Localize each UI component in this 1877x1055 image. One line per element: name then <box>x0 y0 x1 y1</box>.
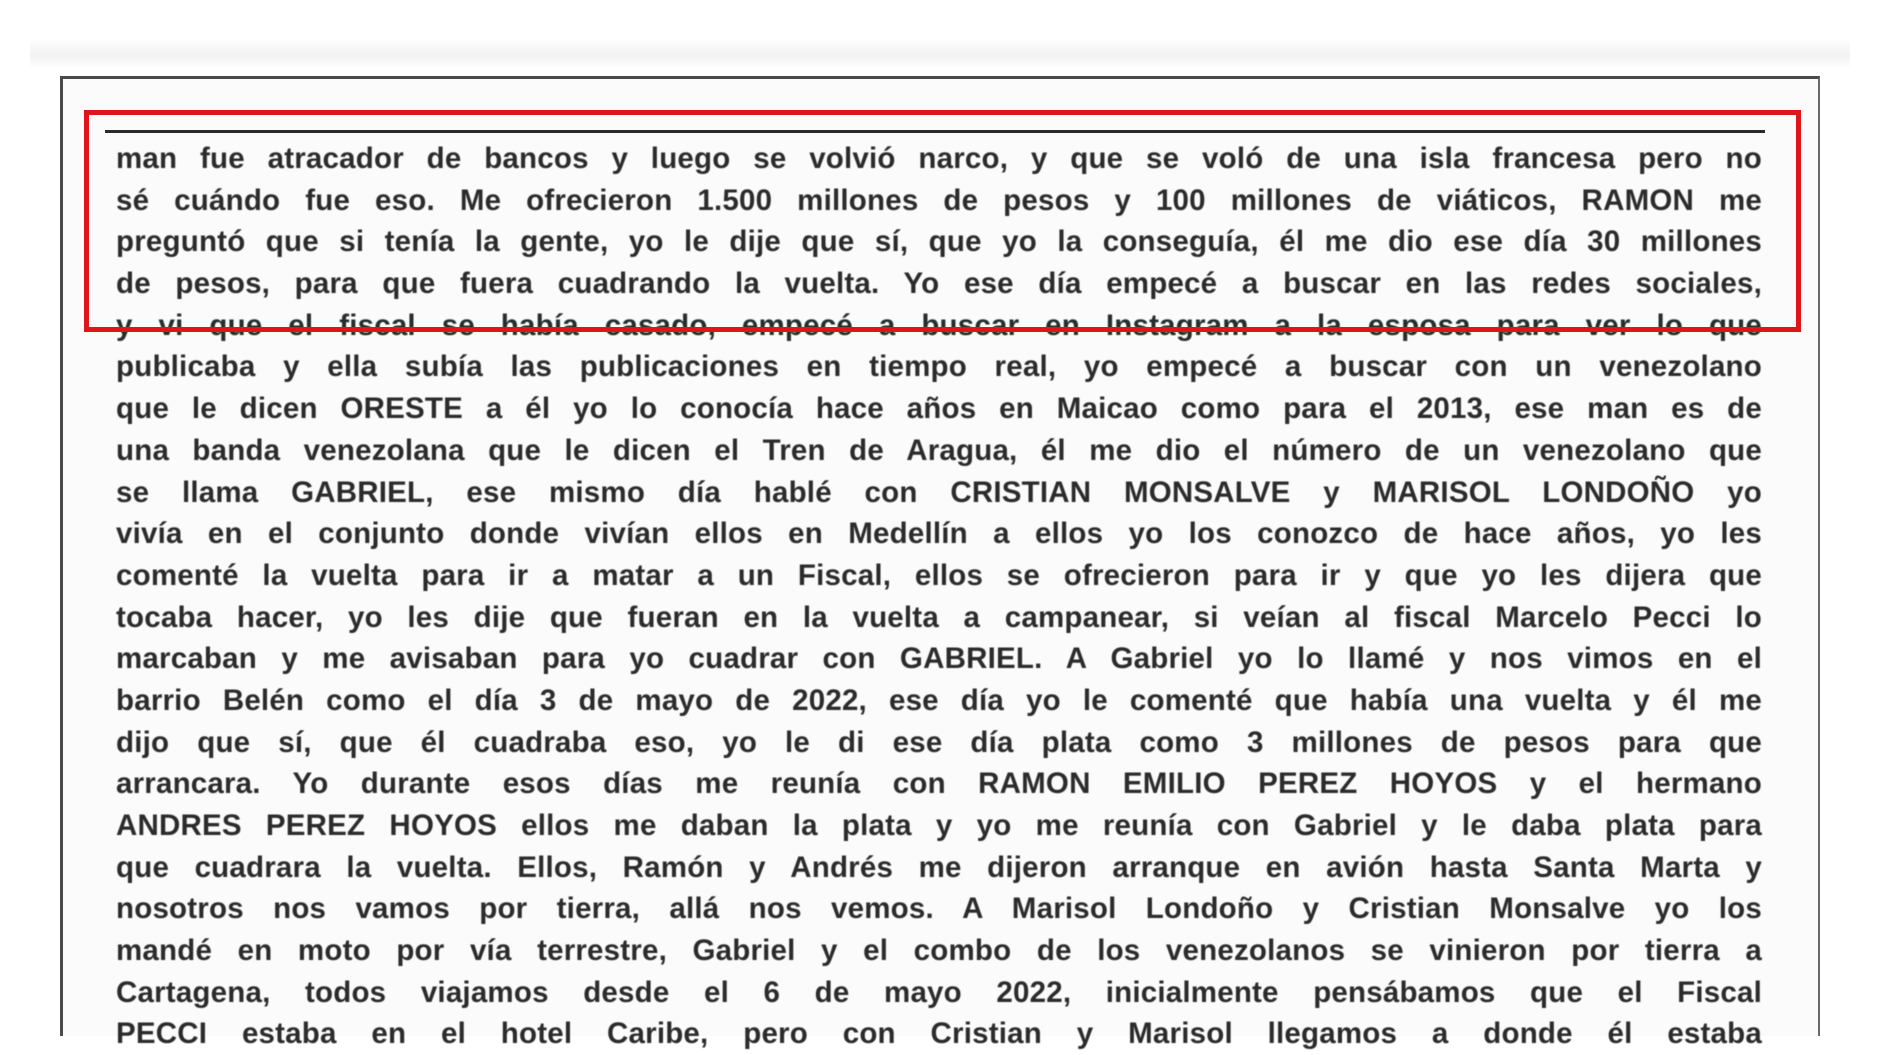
text-line: mandé en moto por vía terrestre, Gabriel y el combo de los venezolanos se vinieron por tierra a <box>116 934 1762 968</box>
text-line: PECCI estaba en el hotel Caribe, pero con Cristian y Marisol llegamos a donde él estaba <box>116 1017 1762 1051</box>
text-line: y vi que el fiscal se había casado, empecé a buscar en Instagram a la esposa para ver lo que <box>116 308 1762 342</box>
text-line: Cartagena, todos viajamos desde el 6 de mayo 2022, inicialmente pensábamos que el Fiscal <box>116 975 1762 1009</box>
text-line: barrio Belén como el día 3 de mayo de 2022, ese día yo le comenté que había una vuelta y él me <box>116 683 1762 717</box>
scan-shadow <box>30 38 1850 68</box>
text-line: de pesos, para que fuera cuadrando la vuelta. Yo ese día empecé a buscar en las redes sociales, <box>116 267 1762 301</box>
text-line: arrancara. Yo durante esos días me reunía con RAMON EMILIO PEREZ HOYOS y el hermano <box>116 767 1762 801</box>
text-line: nosotros nos vamos por tierra, allá nos vemos. A Marisol Londoño y Cristian Monsalve yo los <box>116 892 1762 926</box>
text-line: marcaban y me avisaban para yo cuadrar con GABRIEL. A Gabriel yo lo llamé y nos vimos en el <box>116 642 1762 676</box>
text-line: ANDRES PEREZ HOYOS ellos me daban la plata y yo me reunía con Gabriel y le daba plata para <box>116 809 1762 842</box>
highlight-box <box>84 110 1801 332</box>
text-line: vivía en el conjunto donde vivían ellos en Medellín a ellos yo los conozco de hace años, yo les <box>116 517 1762 551</box>
text-line: comenté la vuelta para ir a matar a un Fiscal, ellos se ofrecieron para ir y que yo les dijera que <box>116 558 1762 592</box>
text-line: que le dicen ORESTE a él yo lo conocía hace años en Maicao como para el 2013, ese man es de <box>116 392 1762 426</box>
text-line: que cuadrara la vuelta. Ellos, Ramón y Andrés me dijeron arranque en avión hasta Santa Marta y <box>116 850 1762 884</box>
text-line: sé cuándo fue eso. Me ofrecieron 1.500 millones de pesos y 100 millones de viáticos, RAMON me <box>116 183 1762 217</box>
text-line: preguntó que si tenía la gente, yo le dije que sí, que yo la conseguía, él me dio ese día 30 millones <box>116 225 1762 259</box>
text-line: se llama GABRIEL, ese mismo día hablé con CRISTIAN MONSALVE y MARISOL LONDOÑO yo <box>116 475 1762 509</box>
text-line: una banda venezolana que le dicen el Tren de Aragua, él me dio el número de un venezolano que <box>116 433 1762 467</box>
text-line: tocaba hacer, yo les dije que fueran en la vuelta a campanear, si veían al fiscal Marcelo Pecci lo <box>116 600 1762 634</box>
text-line: dijo que sí, que él cuadraba eso, yo le di ese día plata como 3 millones de pesos para que <box>116 725 1762 759</box>
text-line: publicaba y ella subía las publicaciones en tiempo real, yo empecé a buscar con un venezolano <box>116 350 1762 384</box>
text-line: man fue atracador de bancos y luego se volvió narco, y que se voló de una isla francesa pero no <box>116 142 1762 175</box>
